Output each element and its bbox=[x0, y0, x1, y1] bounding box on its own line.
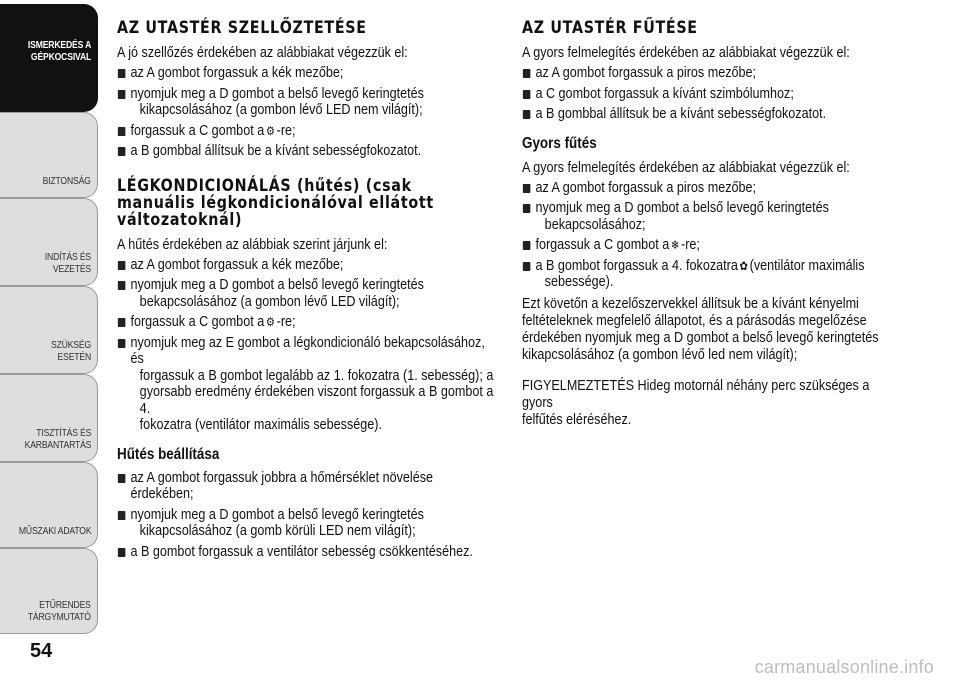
tab-label: ETŰRENDES TÁRGYMUTATÓ bbox=[28, 599, 91, 623]
list-item bbox=[117, 277, 495, 310]
tab-getting-to-know-car[interactable] bbox=[0, 4, 98, 112]
list-item-text: nyomjuk meg a D gombot a belső levegő keringtetés bbox=[130, 276, 424, 293]
list-item bbox=[117, 507, 495, 540]
list-item bbox=[117, 123, 495, 140]
list-item-text: kikapcsolásához (a gombon lévő LED nem világít); bbox=[139, 101, 423, 118]
list-item-text: nyomjuk meg a D gombot a belső levegő keringtetés bbox=[535, 199, 829, 216]
paragraph-line: felfűtés eléréséhez. bbox=[522, 410, 632, 428]
section-title-heating: AZ UTASTÉR FŰTÉSE bbox=[522, 18, 698, 38]
list-item-text: sebessége). bbox=[544, 273, 614, 290]
list-item bbox=[522, 180, 900, 197]
list-item-text: bekapcsolásához; bbox=[544, 215, 646, 233]
tab-label: INDÍTÁS ÉS VEZETÉS bbox=[44, 251, 91, 275]
list-item-text: forgassuk a C gombot a bbox=[130, 121, 265, 139]
tab-maintenance[interactable] bbox=[0, 374, 98, 462]
list-item bbox=[522, 258, 900, 291]
list-item-text: nyomjuk meg az E gombot a légkondicionáló bekapcsolásához, és bbox=[130, 333, 485, 367]
tab-label: SZÜKSÉG ESETÉN bbox=[50, 339, 91, 363]
paragraph-line: feltételeknek megfelelő állapotot, és a párásodás megelőzése bbox=[522, 311, 867, 329]
list-item bbox=[117, 544, 495, 561]
ventilation-face-icon: ⚙ bbox=[265, 123, 275, 138]
list-item-text: fokozatra (ventilátor maximális sebessége). bbox=[139, 416, 382, 433]
ventilation-face-icon: ⚙ bbox=[265, 315, 275, 329]
list-item bbox=[117, 314, 495, 331]
list-item-text: az A gombot forgassuk a piros mezőbe; bbox=[535, 64, 757, 81]
chapter-sidebar bbox=[0, 0, 100, 686]
tab-label: ISMERKEDÉS A GÉPKOCSIVAL bbox=[27, 39, 91, 63]
tab-label: TISZTÍTÁS ÉS KARBANTARTÁS bbox=[24, 427, 91, 451]
list-item-text: forgassuk a B gombot legalább az 1. fokozatra (1. sebesség); a bbox=[139, 366, 494, 384]
list-item bbox=[117, 257, 495, 274]
list-item bbox=[522, 200, 900, 233]
tab-label: MŰSZAKI ADATOK bbox=[18, 525, 91, 537]
list-item bbox=[522, 65, 900, 82]
paragraph-line: FIGYELMEZTETÉS Hideg motornál néhány perc szükséges a gyors bbox=[522, 376, 870, 411]
paragraph: A hűtés érdekében az alábbiak szerint járjunk el: bbox=[117, 235, 388, 253]
tab-label: BIZTONSÁG bbox=[42, 175, 91, 187]
tab-starting-driving[interactable] bbox=[0, 198, 98, 286]
list-item bbox=[117, 143, 495, 160]
fan-max-icon: ✿ bbox=[739, 258, 748, 273]
list-item bbox=[522, 237, 900, 254]
paragraph-line: kikapcsolásához (a gombon lévő led nem világít); bbox=[522, 345, 798, 363]
list-item bbox=[522, 106, 900, 123]
subsection-title-cooling: Hűtés beállítása bbox=[117, 445, 220, 463]
list-item-text: kikapcsolásához (a gomb körüli LED nem világít); bbox=[139, 522, 416, 539]
title-line: manuális légkondicionálóval ellátott bbox=[117, 192, 434, 213]
paragraph bbox=[522, 295, 900, 363]
warning-paragraph bbox=[522, 377, 900, 428]
list-item-text: forgassuk a C gombot a bbox=[535, 236, 670, 253]
right-column bbox=[522, 20, 902, 432]
watermark: carmanualsonline.info bbox=[754, 657, 934, 677]
paragraph-line: Ezt követőn a kezelőszervekkel állítsuk be a kívánt kényelmi bbox=[522, 294, 859, 312]
list-item-text: -re; bbox=[681, 236, 700, 253]
paragraph-line: érdekében nyomjuk meg a D gombot a belső levegő keringtetés bbox=[522, 328, 879, 346]
list-item bbox=[117, 65, 495, 82]
list-item bbox=[117, 335, 495, 434]
list-item-text: -re; bbox=[276, 313, 296, 330]
list-item-text: a C gombot forgassuk a kívánt szimbólumhoz; bbox=[535, 84, 794, 102]
list-item bbox=[522, 86, 900, 103]
list-item bbox=[117, 86, 495, 119]
list-item-text: bekapcsolásához (a gombon lévő LED világít); bbox=[139, 292, 400, 310]
feet-defrost-icon: ❄ bbox=[670, 238, 680, 252]
list-item-text: gyorsabb eredmény érdekében viszont forgassuk a B gombot a 4. bbox=[139, 383, 494, 417]
list-item-text: a B gombot forgassuk a ventilátor sebesség csökkentéséhez. bbox=[130, 542, 473, 560]
list-item-text: nyomjuk meg a D gombot a belső levegő keringtetés bbox=[130, 84, 424, 102]
tab-index[interactable] bbox=[0, 548, 98, 634]
page-number: 54 bbox=[30, 640, 53, 662]
paragraph: A gyors felmelegítés érdekében az alábbiakat végezzük el: bbox=[522, 158, 850, 176]
section-title-ac bbox=[117, 175, 495, 230]
list-item-text: -re; bbox=[276, 121, 296, 139]
list-item-text: forgassuk a C gombot a bbox=[130, 313, 265, 330]
list-item-text: az A gombot forgassuk a kék mezőbe; bbox=[130, 255, 344, 273]
list-item bbox=[117, 470, 495, 503]
list-item-text: az A gombot forgassuk a kék mezőbe; bbox=[130, 64, 344, 81]
tab-emergency[interactable] bbox=[0, 286, 98, 374]
title-line: változatoknál) bbox=[117, 209, 243, 230]
list-item-text: a B gombbal állítsuk be a kívánt sebességfokozatot. bbox=[130, 142, 422, 159]
paragraph: A gyors felmelegítés érdekében az alábbiakat végezzük el: bbox=[522, 44, 850, 61]
list-item-text: az A gombot forgassuk a piros mezőbe; bbox=[535, 178, 757, 196]
list-item-text: nyomjuk meg a D gombot a belső levegő keringtetés bbox=[130, 505, 424, 523]
section-title-ventilation: AZ UTASTÉR SZELLŐZTETÉSE bbox=[117, 18, 367, 38]
tab-technical-data[interactable] bbox=[0, 462, 98, 548]
left-column bbox=[117, 20, 495, 564]
paragraph: A jó szellőzés érdekében az alábbiakat végezzük el: bbox=[117, 44, 408, 61]
list-item-text: (ventilátor maximális bbox=[749, 256, 865, 274]
tab-safety[interactable] bbox=[0, 112, 98, 198]
list-item-text: a B gombot forgassuk a 4. fokozatra bbox=[535, 256, 738, 274]
title-line: LÉGKONDICIONÁLÁS (hűtés) (csak bbox=[117, 175, 412, 196]
list-item-text: a B gombbal állítsuk be a kívánt sebességfokozatot. bbox=[535, 105, 827, 122]
list-item-text: az A gombot forgassuk jobbra a hőmérséklet növelése érdekében; bbox=[130, 468, 434, 502]
subsection-title-fast-heating: Gyors fűtés bbox=[522, 134, 597, 152]
